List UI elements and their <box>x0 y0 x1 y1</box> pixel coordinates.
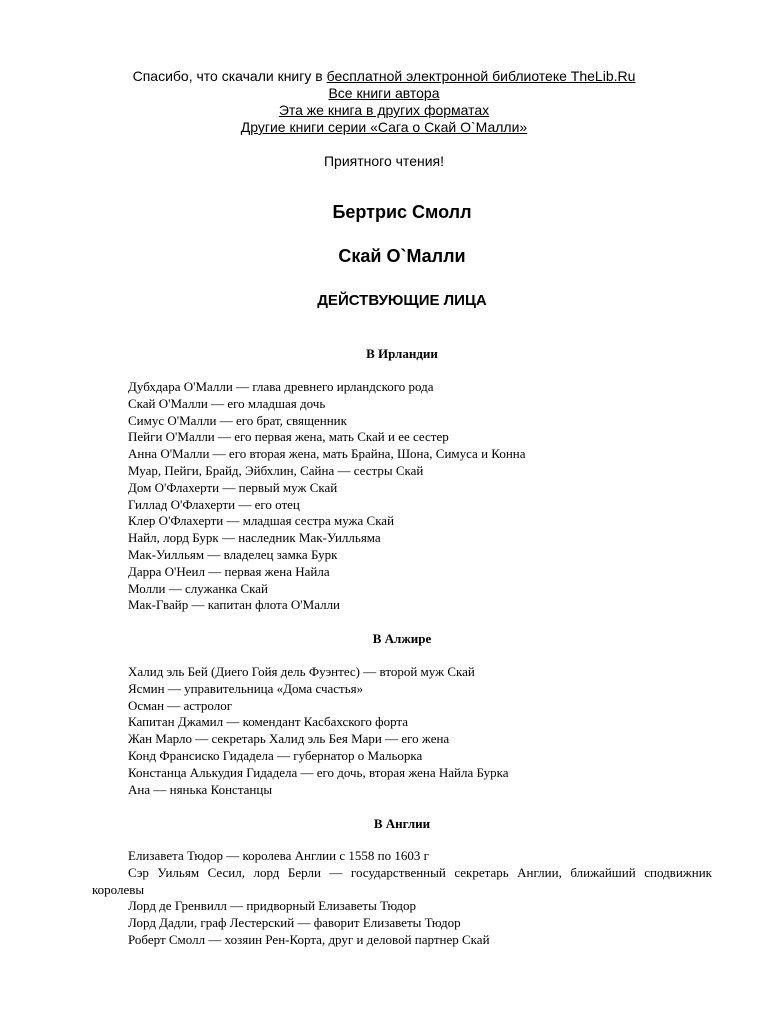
character-line: Симус О'Малли — его брат, священник <box>128 412 347 428</box>
character-line: Халид эль Бей (Диего Гойя дель Фуэнтес) — второй муж Скай <box>128 664 475 679</box>
character-line: Клер О'Флахерти — младшая сестра мужа Скай <box>128 513 395 529</box>
other-formats-link[interactable]: Эта же книга в других форматах <box>278 102 490 118</box>
character-line: Осман — астролог <box>128 697 233 713</box>
region-heading-ireland: В Ирландии <box>366 346 438 361</box>
character-line: Лорд Дадли, граф Лестерский — фаворит Елизаветы Тюдор <box>128 915 461 931</box>
thanks-line <box>0 68 768 85</box>
character-line: Мак-Уилльям — владелец замка Бурк <box>128 546 338 562</box>
character-line: Капитан Джамил — комендант Касбахского форта <box>128 714 409 730</box>
character-line: Констанца Алькудия Гидадела — его дочь, вторая жена Найла Бурка <box>128 764 509 780</box>
character-line: Найл, лорд Бурк — наследник Мак-Уилльяма <box>128 530 381 546</box>
region-heading-england: В Англии <box>373 816 431 831</box>
character-line: Сэр Уильям Сесил, лорд Берли — государственный секретарь Англии, ближайший сподвижник королевы <box>92 864 712 897</box>
character-line: Ана — нянька Констанцы <box>128 781 273 797</box>
character-list-algiers <box>92 664 712 798</box>
character-list-ireland <box>92 379 712 614</box>
character-line: Дом О'Флахерти — первый муж Скай <box>128 479 338 495</box>
thanks-text: Спасибо, что скачали книгу в <box>132 68 327 84</box>
book-author: Бертрис Смолл <box>332 202 472 222</box>
character-line: Лорд де Гренвилл — придворный Елизаветы Тюдор <box>128 898 417 914</box>
character-line: Анна О'Малли — его вторая жена, мать Брайна, Шона, Симуса и Конна <box>128 446 526 462</box>
character-list-england <box>92 848 712 949</box>
book-title: Скай О`Малли <box>338 246 466 266</box>
character-line: Гиллад О'Флахерти — его отец <box>128 496 300 512</box>
character-line: Молли — служанка Скай <box>128 580 268 596</box>
region-heading-algiers: В Алжире <box>372 631 432 646</box>
series-link[interactable]: Другие книги серии «Сага о Скай О`Малли» <box>240 119 528 135</box>
character-line: Мак-Гвайр — капитан флота О'Малли <box>128 597 341 613</box>
character-line: Дубхдара О'Малли — глава древнего ирландского рода <box>128 379 434 394</box>
greeting-text: Приятного чтения! <box>323 153 444 169</box>
character-line: Дарра О'Неил — первая жена Найла <box>128 563 330 579</box>
character-line: Жан Марло — секретарь Халид эль Бея Мари — его жена <box>128 731 450 747</box>
character-line: Елизавета Тюдор — королева Англии с 1558 по 1603 г <box>128 848 429 863</box>
character-line: Конд Франсиско Гидадела — губернатор о Мальорка <box>128 747 423 763</box>
character-line: Муар, Пейги, Брайд, Эйбхлин, Сайна — сестры Скай <box>128 462 424 478</box>
character-line: Скай О'Малли — его младшая дочь <box>128 395 326 411</box>
character-line: Пейги О'Малли — его первая жена, мать Скай и ее сестер <box>128 429 449 445</box>
download-header <box>0 68 768 136</box>
section-title: ДЕЙСТВУЮЩИЕ ЛИЦА <box>317 292 487 309</box>
character-line: Роберт Смолл — хозяин Рен-Корта, друг и деловой партнер Скай <box>128 931 490 947</box>
library-link[interactable]: бесплатной электронной библиотеке TheLib.Ru <box>326 68 636 84</box>
character-line: Ясмин — управительница «Дома счастья» <box>128 680 364 696</box>
all-books-link[interactable]: Все книги автора <box>328 85 440 101</box>
